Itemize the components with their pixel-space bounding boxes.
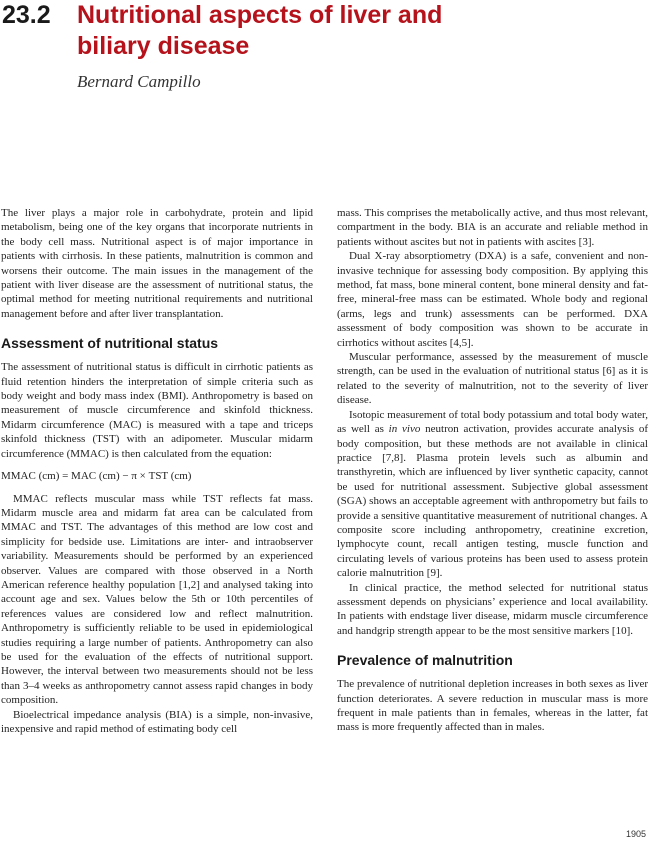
page-number: 1905 (625, 829, 646, 839)
chapter-title (77, 0, 597, 62)
body-paragraph: Muscular performance, assessed by the measurement of muscle strength, can be used in the evaluation of nutritional status [6] as it is related to the severity of malnutrition, not to the severity of liver disease. (337, 351, 648, 407)
intro-paragraph: The liver plays a major role in carbohydrate, protein and lipid metabolism, being one of the key organs that incorporate nutrients in the body cell mass. Nutritional aspect is of major importance in patients with cirrhosis. In these patients, malnutrition is common and worsens their outcome. The main issues in the management of the patient with liver disease are the assessment of nutritional status, the optimal method for meeting nutritional requirements and nutritional management before and after liver transplantation. (1, 207, 313, 320)
body-paragraph: In clinical practice, the method selected for nutritional status assessment depends on physicians’ experience and local availability. In patients with endstage liver disease, midarm muscle circumference and handgrip strength appear to be the most sensitive markers [10]. (337, 581, 648, 637)
mmac-formula: MMAC (cm) = MAC (cm) − π × TST (cm) (1, 470, 192, 483)
body-paragraph: The assessment of nutritional status is difficult in cirrhotic patients as fluid retention hinders the interpretation of simple criteria such as body weight and body mass index (BMI). Anthropometry is based on measurement of muscle circumference and skinfold thickness. Midarm circumference (MAC) is measured with a tape and triceps skinfold thickness (TST) with an adipometer. Muscular midarm circumference (MMAC) is then calculated from the equation: (1, 361, 313, 460)
section-heading-assessment: Assessment of nutritional status (1, 335, 219, 352)
body-paragraph: mass. This comprises the metabolically active, and thus most relevant, compartment in the body. BIA is an accurate and reliable method in patients without ascites but not in patients with ascites [3]. (337, 207, 648, 248)
text-run: neutron activation, provides accurate analysis of body composition, but these methods are not available in clinical practice [7,8]. Plasma protein levels such as albumin and transthyretin, which are influenced by liver synthetic capacity, cannot be used for nutritional assessment. Subjective global assessment (SGA) shows an acceptable agreement with anthropometry but fails to provide a sensitive quantitative measurement of nutritional changes. A composite score including anthropometry, creatinine excretion, lymphocyte count, recall antigen testing, muscle function and circulating levels of various proteins has been used to assess protein calorie malnutrition [9]. (337, 423, 648, 580)
italic-term: in vivo (388, 423, 421, 436)
body-paragraph (337, 408, 648, 581)
left-column (1, 206, 313, 736)
chapter-title-line1: Nutritional aspects of liver and (77, 1, 443, 29)
body-paragraph: The prevalence of nutritional depletion increases in both sexes as liver function deteriorates. A severe reduction in muscular mass is more frequent in male patients than in females, whereas in the latter, fat mass is more frequently affected than in males. (337, 678, 648, 734)
author-name: Bernard Campillo (77, 72, 201, 91)
body-paragraph: Bioelectrical impedance analysis (BIA) is a simple, non-invasive, inexpensive and rapid method of estimating body cell (1, 708, 313, 735)
chapter-number: 23.2 (2, 1, 51, 29)
chapter-title-line2: biliary disease (77, 32, 250, 60)
body-paragraph: Dual X-ray absorptiometry (DXA) is a safe, convenient and non-invasive technique for assessing body composition. By applying this method, fat mass, bone mineral content, bone mineral density and fat-free, mineral-free mass can be estimated. Whole body and regional (arms, legs and trunk) assessments can be performed. DXA assessment of body composition was shown to be accurate in cirrhotics without ascites [4,5]. (337, 250, 648, 349)
body-paragraph: MMAC reflects muscular mass while TST reflects fat mass. Midarm muscle area and midarm fat area can be calculated from MMAC and TST. The advantages of this method are low cost and simplicity for bedside use. Limitations are inter- and intraobserver variability. Measurements should be performed by an experienced observer. Values are compared with those observed in a North American reference healthy population [1,2] and analysed taking into account age and sex. Values below the 5th or 10th percentiles of references values are considered low and reflect malnutrition. Anthropometry is sufficiently reliable to be used in epidemiological studies requiring a large number of patients. Anthropometry can also be used for the evaluation of the effects of nutritional support. However, the interval between two measurements should not be less than 3–4 weeks as anthropometry cannot assess rapid changes in body composition. (1, 492, 313, 707)
text-run: Isotopic measurement of total body potassium and total body water, as well as (337, 408, 648, 436)
section-heading-prevalence: Prevalence of malnutrition (337, 652, 513, 669)
right-column (337, 206, 648, 735)
